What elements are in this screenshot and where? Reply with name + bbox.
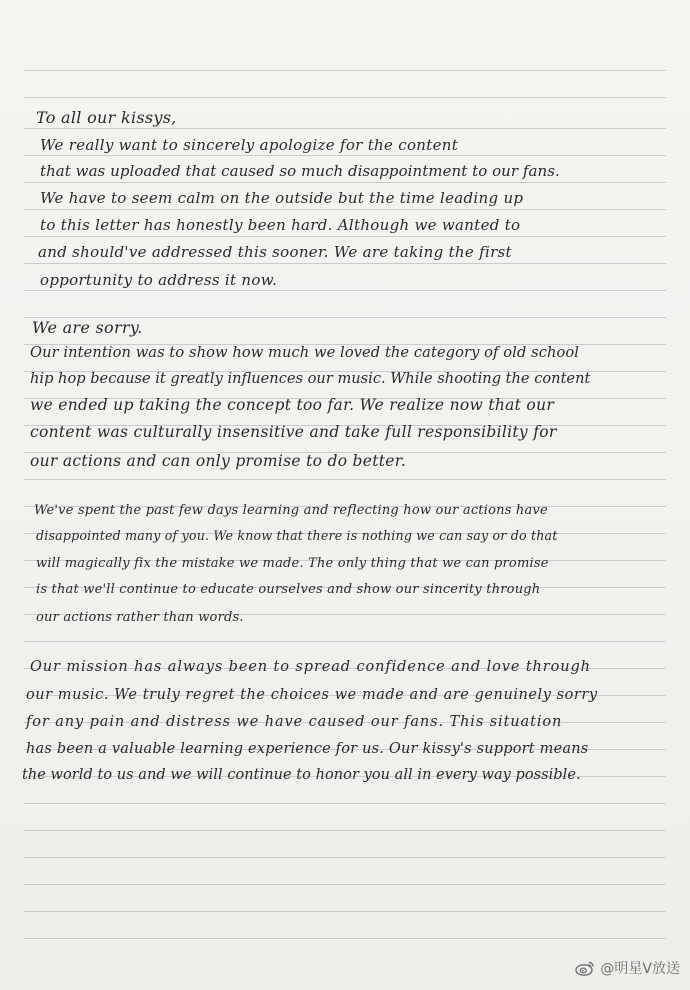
letter-line: We've spent the past few days learning and reflecting how our actions have [34, 503, 548, 518]
letter-line: and should've addressed this sooner. We are taking the first [38, 243, 512, 261]
letter-line: our actions rather than words. [36, 610, 244, 625]
letter-line: for any pain and distress we have caused our fans. This situation [26, 714, 563, 730]
letter-line: we ended up taking the concept too far. We realize now that our [30, 396, 555, 414]
ruled-line [24, 236, 666, 237]
letter-line: content was culturally insensitive and take full responsibility for [30, 423, 557, 441]
letter-line: We really want to sincerely apologize for the content [40, 136, 459, 154]
weibo-watermark [575, 958, 680, 978]
letter-line: our music. We truly regret the choices we made and are genuinely sorry [26, 687, 598, 703]
ruled-line [24, 209, 666, 210]
letter-line: to this letter has honestly been hard. Although we wanted to [40, 216, 521, 234]
letter-line: that was uploaded that caused so much disappointment to our fans. [40, 162, 560, 180]
letter-line: the world to us and we will continue to honor you all in every way possible. [22, 767, 581, 783]
ruled-line [24, 128, 666, 129]
ruled-line [24, 182, 666, 183]
ruled-line [24, 938, 666, 939]
ruled-line [24, 155, 666, 156]
ruled-line [24, 641, 666, 642]
letter-line: We are sorry. [32, 318, 143, 337]
letter-line: opportunity to address it now. [40, 271, 278, 289]
ruled-line [24, 263, 666, 264]
letter-line: has been a valuable learning experience for us. Our kissy's support means [26, 741, 589, 757]
ruled-line [24, 884, 666, 885]
letter-line: We have to seem calm on the outside but the time leading up [40, 189, 524, 207]
ruled-line [24, 830, 666, 831]
letter-line: disappointed many of you. We know that there is nothing we can say or do that [36, 528, 558, 543]
letter-line: Our mission has always been to spread confidence and love through [30, 659, 591, 675]
ruled-line [24, 911, 666, 912]
letter-line: is that we'll continue to educate ourselves and show our sincerity through [36, 582, 541, 597]
ruled-line [24, 70, 666, 71]
letter-line: will magically fix the mistake we made. The only thing that we can promise [36, 556, 549, 571]
letter-line: our actions and can only promise to do better. [30, 452, 407, 470]
ruled-line [24, 803, 666, 804]
watermark-text: @明星V放送 [600, 961, 680, 977]
letter-line: hip hop because it greatly influences our music. While shooting the content [30, 370, 591, 387]
ruled-line [24, 97, 666, 98]
ruled-line [24, 857, 666, 858]
ruled-line [24, 290, 666, 291]
letter-line: Our intention was to show how much we loved the category of old school [30, 344, 580, 361]
weibo-icon [575, 960, 595, 976]
ruled-line [24, 479, 666, 480]
letter-greeting: To all our kissys, [36, 108, 177, 127]
